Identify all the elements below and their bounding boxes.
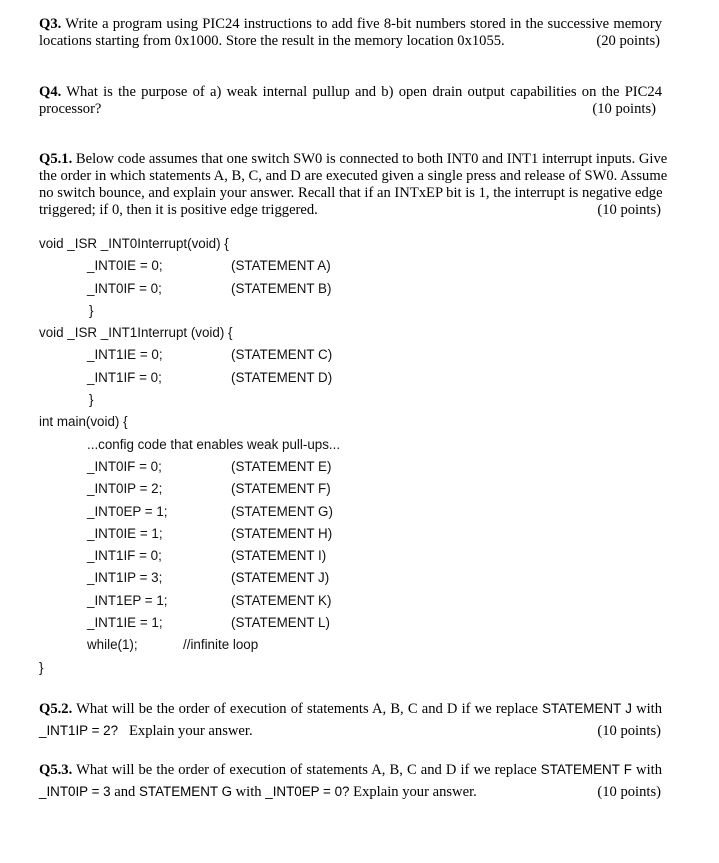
q4-line-2 [39,101,662,118]
code-line [39,634,439,656]
question-q5-1 [39,151,668,219]
code-statement: _INT1IF = 0; [87,548,162,564]
q4-points: (10 points) [592,101,656,117]
q3-line-2 [39,33,662,50]
q51-line-2 [39,168,668,185]
q51-text-3: no switch bounce, and explain your answer. Recall that if an INTxEP bit is 1, the interrupt is negative edge [39,185,663,201]
code-line [39,344,439,366]
closing-brace: } [39,659,44,675]
code-line [39,300,439,322]
code-line [39,545,439,567]
q52-text-b: with [636,701,663,717]
code-line [39,233,439,255]
statement-label: (STATEMENT C) [231,347,333,363]
code-line [39,389,439,411]
code-statement: _INT1IP = 3; [87,570,163,586]
statement-label: (STATEMENT B) [231,280,332,296]
q53-text-c: and [114,784,136,800]
code-line [39,501,439,523]
code-line [39,434,439,456]
statement-label: (STATEMENT D) [231,369,333,385]
question-q5-2 [39,698,662,742]
code-line [39,612,439,634]
code-line [39,567,439,589]
q3-line-1 [39,16,662,33]
closing-brace: } [89,392,94,408]
q53-points: (10 points) [597,784,661,800]
code-line [39,590,439,612]
q52-code-b: _INT1IP = 2? [39,723,119,738]
statement-label: (STATEMENT F) [231,481,331,497]
question-q5-3 [39,759,662,803]
question-q4 [39,84,662,118]
q53-code-d: _INT0EP = 0? [265,784,350,799]
q53-text-b: with [636,762,662,778]
q53-text-a: What will be the order of execution of statements A, B, C and D if we replace [76,762,537,778]
config-comment: ...config code that enables weak pull-ups... [87,436,341,452]
code-statement: _INT0IE = 0; [87,258,163,274]
q51-points: (10 points) [597,202,661,218]
code-statement: _INT0IF = 0; [87,458,162,474]
q4-text-1: What is the purpose of a) weak internal pullup and b) open drain output capabilities on the PIC24 [66,84,662,100]
code-line [39,322,439,344]
code-listing [39,233,439,679]
q53-line-2 [39,781,662,803]
statement-label: (STATEMENT I) [231,548,327,564]
q52-number: Q5.2. [39,701,73,717]
isr0-header: void _ISR _INT0Interrupt(void) { [39,236,229,251]
code-statement: _INT0IF = 0; [87,280,162,296]
code-statement: _INT1IF = 0; [87,369,162,385]
q3-points: (20 points) [596,33,660,49]
code-line [39,367,439,389]
q51-text-1: Below code assumes that one switch SW0 is connected to both INT0 and INT1 interrupt inputs. Give [75,151,668,167]
q53-text-d: with [235,784,262,800]
code-statement: _INT0EP = 1; [87,503,168,519]
q53-line-1 [39,759,662,781]
code-line [39,478,439,500]
q3-text-1: Write a program using PIC24 instructions to add five 8-bit numbers stored in the successive memory [65,16,662,32]
q52-code-a: STATEMENT J [542,701,632,716]
code-line [39,278,439,300]
statement-label: (STATEMENT A) [231,258,331,274]
q52-text-c: Explain your answer. [128,723,253,739]
q51-line-3 [39,185,662,202]
isr1-header: void _ISR _INT1Interrupt (void) { [39,325,233,341]
q3-number: Q3. [39,16,62,32]
q52-text-a: What will be the order of execution of statements A, B, C and D if we replace [76,701,538,717]
q52-line-2 [39,720,662,742]
q4-number: Q4. [39,84,62,100]
while-comment: //infinite loop [183,637,259,653]
q3-text-2: locations starting from 0x1000. Store the result in the memory location 0x1055. [39,33,505,49]
while-statement: while(1); [87,637,138,653]
statement-label: (STATEMENT K) [231,592,332,608]
q51-line-4 [39,202,662,219]
code-statement: _INT1IE = 1; [87,615,163,631]
q53-code-c: STATEMENT G [138,784,232,799]
q51-number: Q5.1. [39,151,73,167]
q51-text-2: the order in which statements A, B, C, and D are executed given a single press and release of SW0. Assume [39,168,668,184]
code-line [39,255,439,277]
q52-points: (10 points) [597,723,661,739]
code-statement: _INT1EP = 1; [87,592,168,608]
code-line [39,657,439,679]
code-line [39,456,439,478]
q4-line-1 [39,84,662,101]
q53-code-a: STATEMENT F [540,762,632,777]
statement-label: (STATEMENT E) [231,458,332,474]
q51-line-1 [39,151,668,168]
code-statement: _INT0IP = 2; [87,481,163,497]
closing-brace: } [89,302,94,318]
statement-label: (STATEMENT L) [231,615,330,631]
question-q3 [39,16,662,50]
q4-text-2: processor? [39,101,102,117]
q53-text-e: Explain your answer. [353,784,477,800]
code-statement: _INT1IE = 0; [87,347,163,363]
q52-line-1 [39,698,662,720]
main-header: int main(void) { [39,414,128,430]
q53-number: Q5.3. [39,762,73,778]
q53-code-b: _INT0IP = 3 [39,784,111,799]
code-line [39,411,439,433]
code-line [39,523,439,545]
code-statement: _INT0IE = 1; [87,525,163,541]
statement-label: (STATEMENT G) [231,503,333,519]
statement-label: (STATEMENT J) [231,570,330,586]
statement-label: (STATEMENT H) [231,525,333,541]
q51-text-4: triggered; if 0, then it is positive edge triggered. [39,202,318,218]
